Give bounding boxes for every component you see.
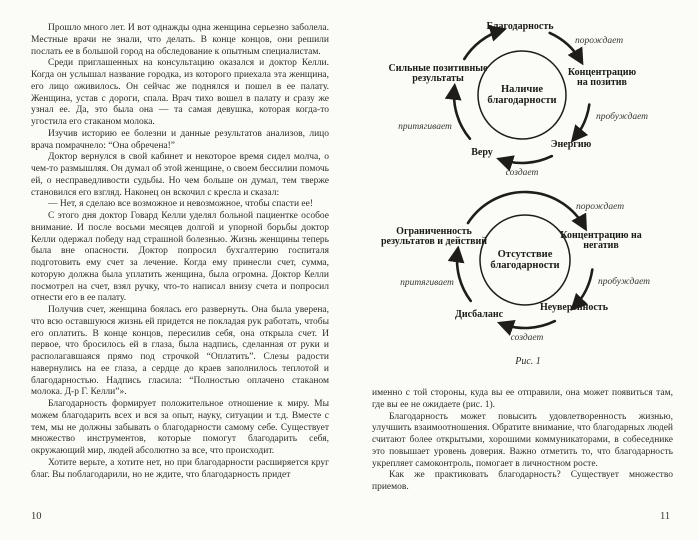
node-gratitude: Благодарность bbox=[486, 21, 554, 32]
paragraph: Доктор вернулся в свой кабинет и некоторое время сидел молча, о чем-то размышляя. Он думал об этой женщине, о своем бессилии помочь ей, о несправедливости судьбы. Но чем больше он думал, тем тверже становился его взгляд. Наконец он вскочил с кресла и сказал: bbox=[31, 152, 329, 198]
edge-label-creates: создает bbox=[505, 168, 539, 178]
positive-cycle-center-label: Наличие благодарности bbox=[487, 84, 557, 106]
edge-label-generates: порождает bbox=[575, 202, 625, 212]
edge-label-attracts: притягивает bbox=[398, 122, 452, 132]
paragraph: Благодарность может повысить удовлетворенность жизнью, улучшить взаимоотношения. Обратите внимание, что благодарных людей считают более открытыми, хорошими коммуникаторами, в собеседнике это повышает уровень доверия. Важно отметить то, что благодарность укрепляет самоконтроль, помогает в личностном росте. bbox=[372, 411, 673, 469]
figure-caption: Рис. 1 bbox=[515, 356, 541, 367]
node-focus-on-negative: Концентрацию на негатив bbox=[560, 230, 642, 252]
right-page bbox=[350, 0, 699, 540]
paragraph: Прошло много лет. И вот однажды одна женщина серьезно заболела. Местные врачи не знали, что делать. В конце концов, они решили послать ее в большой город на обследование к опытным специалистам. bbox=[31, 23, 329, 57]
edge-label-awakens: пробуждает bbox=[597, 277, 651, 287]
right-page-text-column bbox=[372, 388, 673, 506]
paragraph: Изучив историю ее болезни и данные результатов анализов, лицо врача помрачнело: “Она обречена!” bbox=[31, 128, 329, 151]
paragraph: Получив счет, женщина боялась его развернуть. Она была уверена, что всю оставшуюся жизнь ей придется не покладая рук работать, чтобы его оплатить. В конце концов, пересилив себя, она открыла счет. И первое, что бросилось ей в глаза, была надпись, сделанная от руки и располагавшаяся прямо под строчкой “Оплатить”. Слезы радости навернулись на ее глаза, а сердце до краев заполнилось теплотой и благодарностью. Надпись гласила: “Полностью оплачено стаканом молока. Д-р Г. Келли”». bbox=[31, 305, 329, 398]
negative-cycle-center-label: Отсутствие благодарности bbox=[490, 249, 560, 271]
edge-label-generates: порождает bbox=[574, 36, 624, 46]
page-number-left: 10 bbox=[31, 511, 42, 522]
paragraph: С этого дня доктор Говард Келли уделял больной пациентке особое внимание. И после восьми месяцев долгой и упорной борьбы доктор Келли одержал победу над страшной болезнью. Жизнь женщины теперь была вне опасности. Доктор попросил бухгалтерию госпиталя подготовить ему счет за лечение. Когда ему принесли счет, сумма, которую должна была уплатить женщина, была огромна. Доктор Келли посмотрел на счет, взял ручку, что-то написал внизу счета и попросил отнести его в ее палату. bbox=[31, 211, 329, 304]
paragraph-dialogue: — Нет, я сделаю все возможное и невозможное, чтобы спасти ее! bbox=[48, 199, 313, 210]
node-energy: Энергию bbox=[550, 139, 592, 150]
node-insecurity: Неуверенность bbox=[540, 302, 608, 313]
node-imbalance: Дисбаланс bbox=[454, 309, 504, 320]
paragraph: Благодарность формирует положительное отношение к миру. Мы можем благодарить всех и вся за опыт, науку, ситуации и т.д. Вместе с тем, мы не должны забывать о благодарности самому себе. Существует множество инструментов, которые помогут благодарить себя, окружающий мир, людей абсолютно за все, что происходит. bbox=[31, 399, 329, 456]
edge-label-attracts: притягивает bbox=[400, 278, 454, 288]
node-strong-positive-results: Сильные позитивные результаты bbox=[388, 63, 488, 85]
node-limited-results-and-actions: Ограниченность результатов и действий bbox=[380, 226, 488, 248]
paragraph: Среди приглашенных на консультацию оказался и доктор Келли. Когда он услышал название городка, из которого приехала эта женщина, его лицо оживилось. Он сейчас же поднялся и пошел в ее палату. Женщина, устав с дороги, спала. Врач тихо вошел в палату и сразу же узнал ее. Да, это была она — та самая девушка, которая когда-то угостила его стаканом молока. bbox=[31, 58, 329, 127]
page-number-right: 11 bbox=[660, 511, 671, 522]
paragraph: Как же практиковать благодарность? Существует множество приемов. bbox=[372, 470, 673, 492]
left-page-text-column bbox=[31, 23, 329, 513]
paragraph: Хотите верьте, а хотите нет, но при благодарности расширяется круг благ. Вы поблагодарили, но не ждите, что благодарность придет bbox=[31, 457, 329, 480]
edge-label-awakens: пробуждает bbox=[595, 112, 649, 122]
edge-label-creates: создает bbox=[510, 333, 544, 343]
node-focus-on-positive: Концентрацию на позитив bbox=[567, 67, 637, 89]
node-faith: Веру bbox=[471, 147, 493, 158]
paragraph-continuation: именно с той стороны, куда вы ее отправили, она может появиться там, где вы ее не ожидаете (рис. 1). bbox=[372, 388, 673, 410]
